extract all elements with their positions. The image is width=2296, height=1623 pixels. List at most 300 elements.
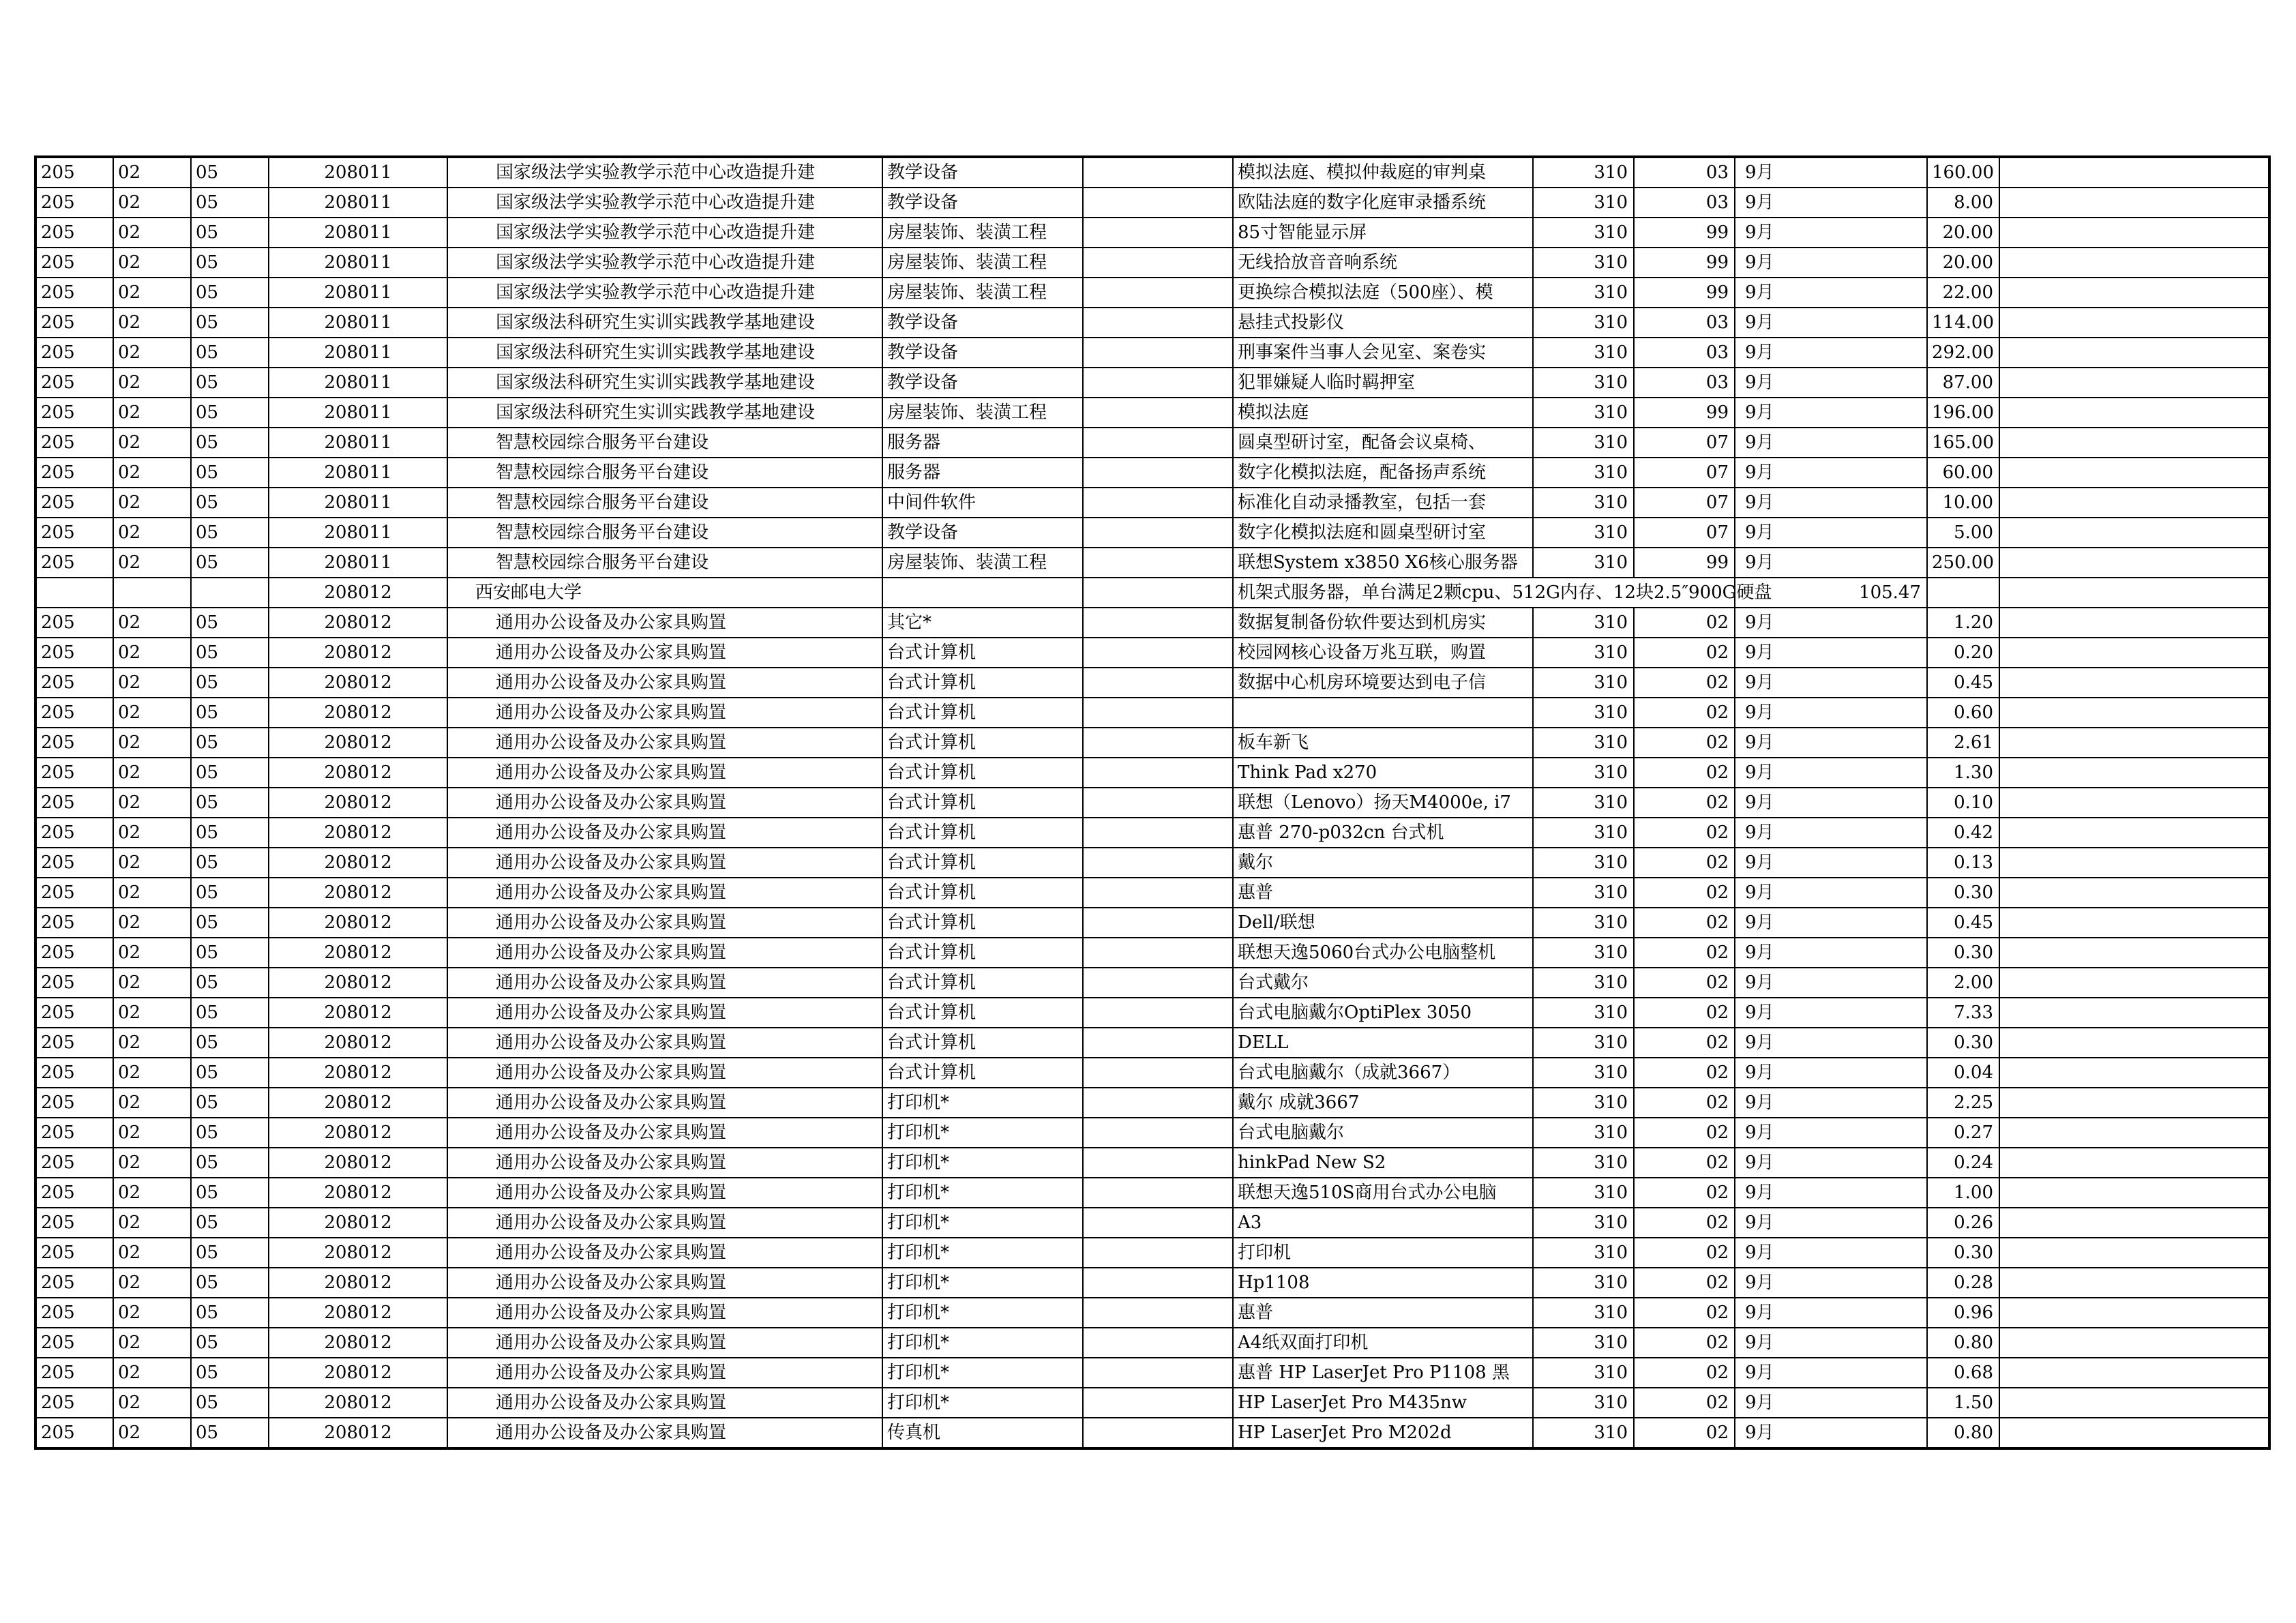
class-code-cell: 205 xyxy=(35,1358,113,1388)
econ-code-cell: 310 xyxy=(1533,1268,1634,1298)
econ-code-cell: 310 xyxy=(1533,1118,1634,1148)
project-code-cell: 208012 xyxy=(269,1148,447,1178)
project-name-cell: 智慧校园综合服务平台建设 xyxy=(447,518,882,548)
project-name-cell: 通用办公设备及办公家具购置 xyxy=(447,1058,882,1088)
econ-code-cell: 310 xyxy=(1533,218,1634,248)
month-cell: 9月 xyxy=(1735,878,1927,908)
project-code-cell: 208012 xyxy=(269,608,447,638)
category-cell: 打印机* xyxy=(882,1088,1083,1118)
table-row xyxy=(35,1358,2269,1388)
blank-cell xyxy=(1083,908,1233,938)
project-name-cell: 通用办公设备及办公家具购置 xyxy=(447,698,882,728)
sub-code-cell: 07 xyxy=(1634,488,1735,518)
amount-cell: 0.45 xyxy=(1927,668,1999,698)
item-code-cell: 05 xyxy=(191,848,269,878)
spec-cell: 联想System x3850 X6核心服务器 xyxy=(1233,548,1533,578)
spec-cell: 惠普 270-p032cn 台式机 xyxy=(1233,818,1533,848)
item-code-cell: 05 xyxy=(191,728,269,758)
class-code-cell xyxy=(35,578,113,608)
category-cell: 服务器 xyxy=(882,428,1083,458)
class-code-cell: 205 xyxy=(35,1388,113,1418)
category-cell: 台式计算机 xyxy=(882,1028,1083,1058)
blank-cell xyxy=(1083,458,1233,488)
blank-cell xyxy=(1083,818,1233,848)
month-cell: 9月 xyxy=(1735,398,1927,428)
table-row xyxy=(35,1118,2269,1148)
project-name-cell: 通用办公设备及办公家具购置 xyxy=(447,1358,882,1388)
amount-cell: 20.00 xyxy=(1927,218,1999,248)
project-name-cell: 通用办公设备及办公家具购置 xyxy=(447,1118,882,1148)
blank-cell xyxy=(1999,488,2269,518)
blank-cell xyxy=(1999,368,2269,398)
sub-code-cell: 07 xyxy=(1634,458,1735,488)
project-name-cell: 国家级法科研究生实训实践教学基地建设 xyxy=(447,308,882,338)
section-code-cell: 02 xyxy=(113,938,191,968)
class-code-cell: 205 xyxy=(35,308,113,338)
econ-code-cell: 310 xyxy=(1533,758,1634,788)
amount-cell: 0.26 xyxy=(1927,1208,1999,1238)
project-name-cell: 通用办公设备及办公家具购置 xyxy=(447,1328,882,1358)
table-row xyxy=(35,308,2269,338)
table-row xyxy=(35,1238,2269,1268)
sub-code-cell: 02 xyxy=(1634,1238,1735,1268)
blank-cell xyxy=(1999,878,2269,908)
item-code-cell: 05 xyxy=(191,1148,269,1178)
econ-code-cell: 310 xyxy=(1533,248,1634,278)
amount-cell: 0.30 xyxy=(1927,938,1999,968)
item-code-cell: 05 xyxy=(191,248,269,278)
spec-cell: 联想天逸510S商用台式办公电脑 xyxy=(1233,1178,1533,1208)
econ-code-cell: 310 xyxy=(1533,1418,1634,1448)
class-code-cell: 205 xyxy=(35,248,113,278)
section-code-cell: 02 xyxy=(113,188,191,218)
sub-code-cell: 99 xyxy=(1634,248,1735,278)
project-code-cell: 208012 xyxy=(269,968,447,998)
project-code-cell: 208011 xyxy=(269,218,447,248)
sub-code-cell: 02 xyxy=(1634,728,1735,758)
blank-cell xyxy=(1999,518,2269,548)
project-code-cell: 208012 xyxy=(269,698,447,728)
econ-code-cell: 310 xyxy=(1533,1208,1634,1238)
category-cell: 房屋装饰、装潢工程 xyxy=(882,398,1083,428)
class-code-cell: 205 xyxy=(35,518,113,548)
spec-cell: 悬挂式投影仪 xyxy=(1233,308,1533,338)
table-row xyxy=(35,998,2269,1028)
econ-code-cell: 310 xyxy=(1533,1148,1634,1178)
month-cell: 9月 xyxy=(1735,788,1927,818)
project-code-cell: 208012 xyxy=(269,1358,447,1388)
month-cell: 9月 xyxy=(1735,638,1927,668)
blank-cell xyxy=(1999,1328,2269,1358)
spec-cell: Dell/联想 xyxy=(1233,908,1533,938)
spec-cell: 机架式服务器，单台满足2颗cpu、512G内存、12块2.5″900G硬盘 xyxy=(1233,578,1735,608)
sub-code-cell: 02 xyxy=(1634,968,1735,998)
unit-code-cell: 208012 xyxy=(269,578,447,608)
month-cell: 9月 xyxy=(1735,848,1927,878)
item-code-cell: 05 xyxy=(191,1358,269,1388)
sub-code-cell: 07 xyxy=(1634,518,1735,548)
category-cell: 台式计算机 xyxy=(882,878,1083,908)
table-row xyxy=(35,818,2269,848)
item-code-cell: 05 xyxy=(191,428,269,458)
section-code-cell: 02 xyxy=(113,488,191,518)
project-name-cell: 通用办公设备及办公家具购置 xyxy=(447,998,882,1028)
econ-code-cell: 310 xyxy=(1533,818,1634,848)
class-code-cell: 205 xyxy=(35,968,113,998)
item-code-cell: 05 xyxy=(191,458,269,488)
project-name-cell: 国家级法学实验教学示范中心改造提升建 xyxy=(447,248,882,278)
blank-cell xyxy=(1999,638,2269,668)
spec-cell: 校园网核心设备万兆互联，购置 xyxy=(1233,638,1533,668)
class-code-cell: 205 xyxy=(35,848,113,878)
amount-cell: 1.50 xyxy=(1927,1388,1999,1418)
econ-code-cell: 310 xyxy=(1533,878,1634,908)
project-code-cell: 208011 xyxy=(269,157,447,188)
spec-cell: 欧陆法庭的数字化庭审录播系统 xyxy=(1233,188,1533,218)
project-name-cell: 通用办公设备及办公家具购置 xyxy=(447,1088,882,1118)
section-code-cell: 02 xyxy=(113,758,191,788)
category-cell: 教学设备 xyxy=(882,368,1083,398)
blank-cell xyxy=(1083,578,1233,608)
table-row xyxy=(35,608,2269,638)
month-cell: 9月 xyxy=(1735,1178,1927,1208)
project-code-cell: 208012 xyxy=(269,1118,447,1148)
section-code-cell: 02 xyxy=(113,1268,191,1298)
amount-cell: 2.61 xyxy=(1927,728,1999,758)
econ-code-cell: 310 xyxy=(1533,1238,1634,1268)
project-name-cell: 通用办公设备及办公家具购置 xyxy=(447,1388,882,1418)
blank-cell xyxy=(1999,278,2269,308)
econ-code-cell: 310 xyxy=(1533,428,1634,458)
amount-cell: 292.00 xyxy=(1927,338,1999,368)
category-cell: 台式计算机 xyxy=(882,668,1083,698)
blank-cell xyxy=(1999,218,2269,248)
project-name-cell: 通用办公设备及办公家具购置 xyxy=(447,1178,882,1208)
blank-cell xyxy=(1083,668,1233,698)
item-code-cell: 05 xyxy=(191,218,269,248)
sub-code-cell: 02 xyxy=(1634,908,1735,938)
project-name-cell: 国家级法学实验教学示范中心改造提升建 xyxy=(447,218,882,248)
item-code-cell: 05 xyxy=(191,758,269,788)
class-code-cell: 205 xyxy=(35,1208,113,1238)
sub-code-cell: 02 xyxy=(1634,1328,1735,1358)
section-code-cell: 02 xyxy=(113,548,191,578)
month-cell: 9月 xyxy=(1735,157,1927,188)
item-code-cell: 05 xyxy=(191,157,269,188)
blank-cell xyxy=(1999,1238,2269,1268)
econ-code-cell: 310 xyxy=(1533,1178,1634,1208)
table-row xyxy=(35,368,2269,398)
sub-code-cell: 02 xyxy=(1634,758,1735,788)
spec-cell: 数字化模拟法庭和圆桌型研讨室 xyxy=(1233,518,1533,548)
spec-cell: Hp1108 xyxy=(1233,1268,1533,1298)
sub-code-cell: 03 xyxy=(1634,368,1735,398)
month-cell: 9月 xyxy=(1735,908,1927,938)
project-name-cell: 通用办公设备及办公家具购置 xyxy=(447,668,882,698)
project-code-cell: 208012 xyxy=(269,1328,447,1358)
sub-code-cell: 02 xyxy=(1634,938,1735,968)
econ-code-cell: 310 xyxy=(1533,458,1634,488)
project-name-cell: 通用办公设备及办公家具购置 xyxy=(447,908,882,938)
item-code-cell: 05 xyxy=(191,998,269,1028)
item-code-cell: 05 xyxy=(191,548,269,578)
amount-cell: 0.80 xyxy=(1927,1328,1999,1358)
table-row xyxy=(35,728,2269,758)
category-cell: 传真机 xyxy=(882,1418,1083,1448)
blank-cell xyxy=(1083,1328,1233,1358)
amount-cell: 0.24 xyxy=(1927,1148,1999,1178)
class-code-cell: 205 xyxy=(35,338,113,368)
blank-cell xyxy=(1083,518,1233,548)
category-cell: 房屋装饰、装潢工程 xyxy=(882,248,1083,278)
item-code-cell: 05 xyxy=(191,188,269,218)
project-name-cell: 通用办公设备及办公家具购置 xyxy=(447,1268,882,1298)
project-code-cell: 208012 xyxy=(269,908,447,938)
section-code-cell: 02 xyxy=(113,1088,191,1118)
category-cell: 台式计算机 xyxy=(882,908,1083,938)
spec-cell: 标准化自动录播教室，包括一套 xyxy=(1233,488,1533,518)
spec-cell: 台式电脑戴尔（成就3667） xyxy=(1233,1058,1533,1088)
class-code-cell: 205 xyxy=(35,758,113,788)
spec-cell: 更换综合模拟法庭（500座）、模 xyxy=(1233,278,1533,308)
section-code-cell: 02 xyxy=(113,368,191,398)
blank-cell xyxy=(1083,1088,1233,1118)
amount-cell: 7.33 xyxy=(1927,998,1999,1028)
category-cell: 房屋装饰、装潢工程 xyxy=(882,218,1083,248)
class-code-cell: 205 xyxy=(35,998,113,1028)
month-cell: 9月 xyxy=(1735,1088,1927,1118)
table-row xyxy=(35,1058,2269,1088)
item-code-cell: 05 xyxy=(191,938,269,968)
econ-code-cell: 310 xyxy=(1533,908,1634,938)
blank-cell xyxy=(1999,188,2269,218)
table-row xyxy=(35,908,2269,938)
class-code-cell: 205 xyxy=(35,608,113,638)
category-cell: 台式计算机 xyxy=(882,758,1083,788)
sub-code-cell: 02 xyxy=(1634,1118,1735,1148)
project-code-cell: 208012 xyxy=(269,848,447,878)
project-code-cell: 208012 xyxy=(269,758,447,788)
table-row xyxy=(35,1418,2269,1448)
sub-code-cell: 02 xyxy=(1634,1388,1735,1418)
class-code-cell: 205 xyxy=(35,1298,113,1328)
table-row xyxy=(35,398,2269,428)
class-code-cell: 205 xyxy=(35,278,113,308)
table-row xyxy=(35,458,2269,488)
table-row xyxy=(35,248,2269,278)
blank-cell xyxy=(1083,398,1233,428)
item-code-cell: 05 xyxy=(191,698,269,728)
blank-cell xyxy=(1999,668,2269,698)
amount-cell: 5.00 xyxy=(1927,518,1999,548)
table-row xyxy=(35,968,2269,998)
category-cell: 打印机* xyxy=(882,1178,1083,1208)
class-code-cell: 205 xyxy=(35,938,113,968)
amount-cell: 250.00 xyxy=(1927,548,1999,578)
blank-cell xyxy=(1999,698,2269,728)
table-row xyxy=(35,1148,2269,1178)
item-code-cell: 05 xyxy=(191,278,269,308)
spec-cell: Think Pad x270 xyxy=(1233,758,1533,788)
amount-cell: 105.47 xyxy=(1735,578,1927,608)
class-code-cell: 205 xyxy=(35,218,113,248)
month-cell: 9月 xyxy=(1735,548,1927,578)
project-code-cell: 208012 xyxy=(269,1208,447,1238)
category-cell: 台式计算机 xyxy=(882,698,1083,728)
project-name-cell: 通用办公设备及办公家具购置 xyxy=(447,878,882,908)
sub-code-cell: 02 xyxy=(1634,1028,1735,1058)
category-cell: 台式计算机 xyxy=(882,818,1083,848)
section-code-cell xyxy=(113,578,191,608)
sub-code-cell: 02 xyxy=(1634,1148,1735,1178)
project-name-cell: 智慧校园综合服务平台建设 xyxy=(447,428,882,458)
project-name-cell: 通用办公设备及办公家具购置 xyxy=(447,1028,882,1058)
category-cell: 台式计算机 xyxy=(882,938,1083,968)
amount-cell: 87.00 xyxy=(1927,368,1999,398)
class-code-cell: 205 xyxy=(35,638,113,668)
item-code-cell: 05 xyxy=(191,1238,269,1268)
econ-code-cell: 310 xyxy=(1533,668,1634,698)
econ-code-cell: 310 xyxy=(1533,1388,1634,1418)
month-cell: 9月 xyxy=(1735,188,1927,218)
amount-cell: 2.00 xyxy=(1927,968,1999,998)
project-name-cell: 通用办公设备及办公家具购置 xyxy=(447,728,882,758)
category-cell: 打印机* xyxy=(882,1208,1083,1238)
class-code-cell: 205 xyxy=(35,157,113,188)
item-code-cell: 05 xyxy=(191,1058,269,1088)
category-cell: 教学设备 xyxy=(882,518,1083,548)
table-row xyxy=(35,338,2269,368)
section-code-cell: 02 xyxy=(113,157,191,188)
amount-cell: 0.30 xyxy=(1927,1238,1999,1268)
sub-code-cell: 02 xyxy=(1634,1208,1735,1238)
sub-code-cell: 02 xyxy=(1634,998,1735,1028)
spec-cell: 数据复制备份软件要达到机房实 xyxy=(1233,608,1533,638)
amount-cell: 0.42 xyxy=(1927,818,1999,848)
section-code-cell: 02 xyxy=(113,398,191,428)
project-code-cell: 208011 xyxy=(269,488,447,518)
project-name-cell: 通用办公设备及办公家具购置 xyxy=(447,1208,882,1238)
sub-code-cell: 02 xyxy=(1634,788,1735,818)
category-cell: 打印机* xyxy=(882,1118,1083,1148)
spec-cell: 85寸智能显示屏 xyxy=(1233,218,1533,248)
section-code-cell: 02 xyxy=(113,728,191,758)
table-row xyxy=(35,1298,2269,1328)
project-code-cell: 208012 xyxy=(269,1088,447,1118)
amount-cell: 8.00 xyxy=(1927,188,1999,218)
blank-cell xyxy=(1083,608,1233,638)
table-row xyxy=(35,1208,2269,1238)
spec-cell: A3 xyxy=(1233,1208,1533,1238)
amount-cell: 160.00 xyxy=(1927,157,1999,188)
blank-cell xyxy=(1999,1088,2269,1118)
category-cell: 服务器 xyxy=(882,458,1083,488)
table-row xyxy=(35,428,2269,458)
amount-cell: 0.30 xyxy=(1927,1028,1999,1058)
item-code-cell: 05 xyxy=(191,668,269,698)
sub-code-cell: 02 xyxy=(1634,668,1735,698)
blank-cell xyxy=(1999,908,2269,938)
month-cell: 9月 xyxy=(1735,1388,1927,1418)
sub-code-cell: 99 xyxy=(1634,398,1735,428)
section-code-cell: 02 xyxy=(113,1328,191,1358)
class-code-cell: 205 xyxy=(35,668,113,698)
item-code-cell: 05 xyxy=(191,968,269,998)
item-code-cell xyxy=(191,578,269,608)
table-row xyxy=(35,758,2269,788)
econ-code-cell: 310 xyxy=(1533,188,1634,218)
sub-code-cell: 03 xyxy=(1634,308,1735,338)
month-cell: 9月 xyxy=(1735,968,1927,998)
section-code-cell: 02 xyxy=(113,1178,191,1208)
sub-code-cell: 02 xyxy=(1634,698,1735,728)
month-cell: 9月 xyxy=(1735,518,1927,548)
project-code-cell: 208012 xyxy=(269,818,447,848)
project-name-cell: 通用办公设备及办公家具购置 xyxy=(447,968,882,998)
blank-cell xyxy=(1083,698,1233,728)
blank-cell xyxy=(1083,788,1233,818)
project-code-cell: 208012 xyxy=(269,788,447,818)
table-row xyxy=(35,548,2269,578)
sub-code-cell: 02 xyxy=(1634,1358,1735,1388)
class-code-cell: 205 xyxy=(35,1178,113,1208)
project-code-cell: 208012 xyxy=(269,1298,447,1328)
class-code-cell: 205 xyxy=(35,818,113,848)
unit-name-cell: 西安邮电大学 xyxy=(447,578,882,608)
spec-cell: 惠普 xyxy=(1233,1298,1533,1328)
blank-cell xyxy=(1083,758,1233,788)
item-code-cell: 05 xyxy=(191,308,269,338)
month-cell: 9月 xyxy=(1735,1058,1927,1088)
section-code-cell: 02 xyxy=(113,818,191,848)
class-code-cell: 205 xyxy=(35,728,113,758)
blank-cell xyxy=(1999,728,2269,758)
month-cell: 9月 xyxy=(1735,1268,1927,1298)
month-cell: 9月 xyxy=(1735,698,1927,728)
amount-cell: 2.25 xyxy=(1927,1088,1999,1118)
project-name-cell: 智慧校园综合服务平台建设 xyxy=(447,458,882,488)
project-name-cell: 通用办公设备及办公家具购置 xyxy=(447,638,882,668)
month-cell: 9月 xyxy=(1735,1118,1927,1148)
spec-cell: 刑事案件当事人会见室、案卷实 xyxy=(1233,338,1533,368)
project-name-cell: 智慧校园综合服务平台建设 xyxy=(447,488,882,518)
sub-code-cell: 02 xyxy=(1634,1418,1735,1448)
table-row xyxy=(35,1028,2269,1058)
item-code-cell: 05 xyxy=(191,1028,269,1058)
amount-cell: 196.00 xyxy=(1927,398,1999,428)
blank-cell xyxy=(1083,488,1233,518)
category-cell: 打印机* xyxy=(882,1328,1083,1358)
category-cell: 打印机* xyxy=(882,1268,1083,1298)
month-cell: 9月 xyxy=(1735,818,1927,848)
blank-cell xyxy=(1083,1058,1233,1088)
section-code-cell: 02 xyxy=(113,1358,191,1388)
budget-table xyxy=(34,155,2271,1450)
month-cell: 9月 xyxy=(1735,248,1927,278)
project-name-cell: 通用办公设备及办公家具购置 xyxy=(447,1298,882,1328)
blank-cell xyxy=(1083,1178,1233,1208)
section-code-cell: 02 xyxy=(113,698,191,728)
sub-code-cell: 07 xyxy=(1634,428,1735,458)
class-code-cell: 205 xyxy=(35,1028,113,1058)
project-name-cell: 通用办公设备及办公家具购置 xyxy=(447,608,882,638)
section-code-cell: 02 xyxy=(113,848,191,878)
category-cell: 台式计算机 xyxy=(882,1058,1083,1088)
month-cell: 9月 xyxy=(1735,728,1927,758)
blank-cell xyxy=(1999,1208,2269,1238)
section-code-cell: 02 xyxy=(113,788,191,818)
item-code-cell: 05 xyxy=(191,488,269,518)
